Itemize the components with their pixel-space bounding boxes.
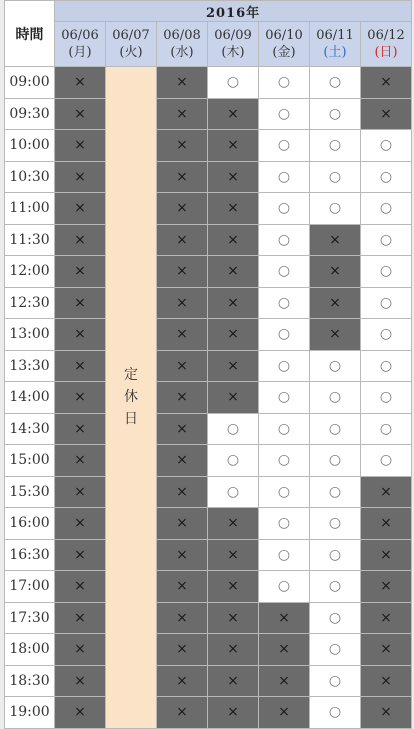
- slot-available[interactable]: ○: [310, 413, 361, 445]
- table-row: [5, 508, 412, 540]
- slot-unavailable: ×: [157, 287, 208, 319]
- slot-unavailable: ×: [208, 634, 259, 666]
- day-weekday: (木): [221, 45, 245, 60]
- slot-unavailable: ×: [55, 350, 106, 382]
- time-slot-label: 16:30: [5, 539, 55, 571]
- slot-unavailable: ×: [361, 67, 412, 99]
- slot-available[interactable]: ○: [259, 67, 310, 99]
- slot-available[interactable]: ○: [310, 665, 361, 697]
- year-header: 2016年: [55, 1, 412, 22]
- slot-available[interactable]: ○: [259, 508, 310, 540]
- slot-unavailable: ×: [208, 287, 259, 319]
- slot-unavailable: ×: [55, 697, 106, 729]
- slot-unavailable: ×: [361, 508, 412, 540]
- table-row: [5, 350, 412, 382]
- day-date: 06/07: [112, 28, 150, 43]
- time-slot-label: 15:30: [5, 476, 55, 508]
- day-weekday: (土): [323, 45, 347, 60]
- slot-unavailable: ×: [259, 602, 310, 634]
- table-row: [5, 161, 412, 193]
- slot-unavailable: ×: [157, 602, 208, 634]
- slot-unavailable: ×: [361, 665, 412, 697]
- slot-unavailable: ×: [55, 98, 106, 130]
- slot-unavailable: ×: [208, 602, 259, 634]
- slot-available[interactable]: ○: [310, 571, 361, 603]
- time-slot-label: 10:30: [5, 161, 55, 193]
- slot-unavailable: ×: [208, 130, 259, 162]
- slot-unavailable: ×: [55, 161, 106, 193]
- slot-unavailable: ×: [310, 287, 361, 319]
- day-date: 06/06: [61, 28, 99, 43]
- slot-available[interactable]: ○: [310, 350, 361, 382]
- day-date: 06/11: [316, 28, 354, 43]
- slot-unavailable: ×: [259, 634, 310, 666]
- time-slot-label: 09:30: [5, 98, 55, 130]
- day-date: 06/10: [265, 28, 303, 43]
- day-weekday: (火): [119, 45, 143, 60]
- table-row: [5, 67, 412, 99]
- slot-unavailable: ×: [157, 665, 208, 697]
- time-slot-label: 18:30: [5, 665, 55, 697]
- slot-unavailable: ×: [55, 130, 106, 162]
- slot-unavailable: ×: [55, 508, 106, 540]
- slot-unavailable: ×: [157, 130, 208, 162]
- slot-unavailable: ×: [208, 571, 259, 603]
- slot-available[interactable]: ○: [310, 67, 361, 99]
- time-slot-label: 12:00: [5, 256, 55, 288]
- table-row: [5, 382, 412, 414]
- slot-unavailable: ×: [208, 98, 259, 130]
- slot-unavailable: ×: [157, 634, 208, 666]
- time-slot-label: 14:00: [5, 382, 55, 414]
- slot-unavailable: ×: [361, 602, 412, 634]
- closed-day-label: 定休日: [124, 367, 138, 428]
- day-header-2: [157, 22, 208, 67]
- slot-unavailable: ×: [55, 634, 106, 666]
- time-column-header: 時間: [5, 1, 55, 67]
- day-header-0: [55, 22, 106, 67]
- slot-available[interactable]: ○: [361, 193, 412, 225]
- slot-unavailable: ×: [157, 697, 208, 729]
- slot-unavailable: ×: [361, 98, 412, 130]
- day-header-5: [310, 22, 361, 67]
- slot-unavailable: ×: [157, 539, 208, 571]
- slot-unavailable: ×: [157, 350, 208, 382]
- slot-unavailable: ×: [157, 508, 208, 540]
- slot-unavailable: ×: [55, 571, 106, 603]
- slot-unavailable: ×: [157, 445, 208, 477]
- slot-available[interactable]: ○: [310, 634, 361, 666]
- table-row: [5, 98, 412, 130]
- day-header-1: [106, 22, 157, 67]
- slot-available[interactable]: ○: [259, 224, 310, 256]
- slot-unavailable: ×: [310, 319, 361, 351]
- slot-available[interactable]: ○: [361, 413, 412, 445]
- slot-available[interactable]: ○: [259, 571, 310, 603]
- slot-unavailable: ×: [259, 665, 310, 697]
- time-slot-label: 15:00: [5, 445, 55, 477]
- closed-day-cell: [106, 67, 157, 729]
- slot-available[interactable]: ○: [208, 476, 259, 508]
- slot-unavailable: ×: [55, 445, 106, 477]
- slot-unavailable: ×: [361, 539, 412, 571]
- day-date: 06/09: [214, 28, 252, 43]
- slot-unavailable: ×: [55, 539, 106, 571]
- table-row: [5, 602, 412, 634]
- slot-unavailable: ×: [157, 413, 208, 445]
- slot-unavailable: ×: [208, 256, 259, 288]
- slot-available[interactable]: ○: [259, 193, 310, 225]
- slot-unavailable: ×: [157, 193, 208, 225]
- slot-available[interactable]: ○: [259, 350, 310, 382]
- slot-available[interactable]: ○: [310, 508, 361, 540]
- day-header-6: [361, 22, 412, 67]
- slot-unavailable: ×: [208, 539, 259, 571]
- slot-unavailable: ×: [157, 67, 208, 99]
- slot-unavailable: ×: [157, 319, 208, 351]
- slot-available[interactable]: ○: [361, 445, 412, 477]
- day-header-3: [208, 22, 259, 67]
- slot-available[interactable]: ○: [310, 445, 361, 477]
- slot-available[interactable]: ○: [259, 98, 310, 130]
- slot-unavailable: ×: [55, 287, 106, 319]
- slot-available[interactable]: ○: [208, 67, 259, 99]
- table-row: [5, 224, 412, 256]
- table-row: [5, 697, 412, 729]
- slot-available[interactable]: ○: [259, 287, 310, 319]
- slot-unavailable: ×: [157, 98, 208, 130]
- slot-unavailable: ×: [310, 256, 361, 288]
- table-row: [5, 413, 412, 445]
- slot-available[interactable]: ○: [208, 413, 259, 445]
- slot-available[interactable]: ○: [208, 445, 259, 477]
- table-row: [5, 634, 412, 666]
- time-slot-label: 18:00: [5, 634, 55, 666]
- slot-available[interactable]: ○: [259, 130, 310, 162]
- slot-available[interactable]: ○: [361, 256, 412, 288]
- slot-available[interactable]: ○: [361, 287, 412, 319]
- time-slot-label: 13:00: [5, 319, 55, 351]
- slot-available[interactable]: ○: [310, 602, 361, 634]
- slot-unavailable: ×: [55, 256, 106, 288]
- time-slot-label: 14:30: [5, 413, 55, 445]
- slot-unavailable: ×: [55, 319, 106, 351]
- slot-unavailable: ×: [208, 319, 259, 351]
- slot-available[interactable]: ○: [310, 382, 361, 414]
- slot-unavailable: ×: [55, 382, 106, 414]
- time-slot-label: 17:00: [5, 571, 55, 603]
- slot-unavailable: ×: [55, 193, 106, 225]
- slot-available[interactable]: ○: [361, 382, 412, 414]
- time-slot-label: 11:30: [5, 224, 55, 256]
- slot-unavailable: ×: [157, 256, 208, 288]
- slot-unavailable: ×: [361, 634, 412, 666]
- table-row: [5, 445, 412, 477]
- slot-unavailable: ×: [157, 161, 208, 193]
- slot-unavailable: ×: [55, 67, 106, 99]
- slot-unavailable: ×: [55, 665, 106, 697]
- slot-available[interactable]: ○: [259, 256, 310, 288]
- slot-unavailable: ×: [208, 665, 259, 697]
- table-row: [5, 539, 412, 571]
- slot-available[interactable]: ○: [259, 445, 310, 477]
- table-row: [5, 130, 412, 162]
- slot-unavailable: ×: [208, 350, 259, 382]
- slot-unavailable: ×: [157, 382, 208, 414]
- slot-unavailable: ×: [259, 697, 310, 729]
- slot-unavailable: ×: [55, 476, 106, 508]
- day-weekday: (日): [374, 45, 398, 60]
- time-slot-label: 17:30: [5, 602, 55, 634]
- slot-unavailable: ×: [208, 697, 259, 729]
- time-slot-label: 16:00: [5, 508, 55, 540]
- slot-available[interactable]: ○: [361, 224, 412, 256]
- slot-available[interactable]: ○: [259, 476, 310, 508]
- time-slot-label: 11:00: [5, 193, 55, 225]
- reservation-schedule-table: [4, 0, 412, 729]
- slot-available[interactable]: ○: [310, 193, 361, 225]
- slot-unavailable: ×: [208, 382, 259, 414]
- slot-available[interactable]: ○: [310, 476, 361, 508]
- slot-available[interactable]: ○: [310, 161, 361, 193]
- slot-unavailable: ×: [208, 161, 259, 193]
- slot-available[interactable]: ○: [259, 413, 310, 445]
- slot-unavailable: ×: [157, 476, 208, 508]
- slot-available[interactable]: ○: [361, 161, 412, 193]
- table-row: [5, 319, 412, 351]
- time-slot-label: 09:00: [5, 67, 55, 99]
- slot-unavailable: ×: [361, 476, 412, 508]
- day-weekday: (月): [68, 45, 92, 60]
- slot-available[interactable]: ○: [259, 161, 310, 193]
- slot-unavailable: ×: [310, 224, 361, 256]
- slot-unavailable: ×: [361, 571, 412, 603]
- day-weekday: (水): [170, 45, 194, 60]
- day-header-4: [259, 22, 310, 67]
- slot-unavailable: ×: [208, 508, 259, 540]
- table-row: [5, 287, 412, 319]
- table-row: [5, 571, 412, 603]
- table-row: [5, 476, 412, 508]
- slot-unavailable: ×: [361, 697, 412, 729]
- day-weekday: (金): [272, 45, 296, 60]
- slot-unavailable: ×: [55, 224, 106, 256]
- day-date: 06/08: [163, 28, 201, 43]
- slot-unavailable: ×: [55, 413, 106, 445]
- slot-unavailable: ×: [208, 193, 259, 225]
- slot-available[interactable]: ○: [310, 697, 361, 729]
- table-row: [5, 665, 412, 697]
- slot-available[interactable]: ○: [361, 130, 412, 162]
- slot-unavailable: ×: [55, 602, 106, 634]
- slot-available[interactable]: ○: [310, 98, 361, 130]
- slot-available[interactable]: ○: [259, 382, 310, 414]
- table-row: [5, 256, 412, 288]
- slot-unavailable: ×: [157, 571, 208, 603]
- time-slot-label: 10:00: [5, 130, 55, 162]
- slot-available[interactable]: ○: [361, 319, 412, 351]
- slot-available[interactable]: ○: [361, 350, 412, 382]
- slot-unavailable: ×: [157, 224, 208, 256]
- slot-available[interactable]: ○: [259, 539, 310, 571]
- slot-available[interactable]: ○: [259, 319, 310, 351]
- slot-unavailable: ×: [208, 224, 259, 256]
- time-slot-label: 12:30: [5, 287, 55, 319]
- time-slot-label: 13:30: [5, 350, 55, 382]
- time-slot-label: 19:00: [5, 697, 55, 729]
- day-date: 06/12: [367, 28, 405, 43]
- table-row: [5, 193, 412, 225]
- slot-available[interactable]: ○: [310, 130, 361, 162]
- slot-available[interactable]: ○: [310, 539, 361, 571]
